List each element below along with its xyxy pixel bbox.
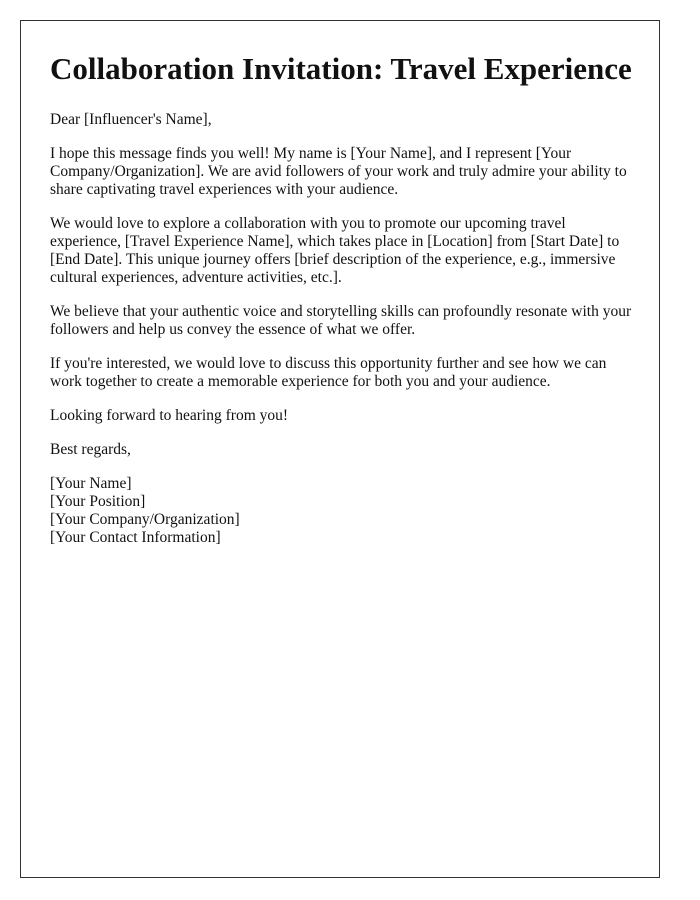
letter-closing: Best regards, xyxy=(50,441,131,458)
signature-block xyxy=(50,475,640,547)
signature-contact: [Your Contact Information] xyxy=(50,529,221,546)
letter-page xyxy=(20,20,660,878)
letter-paragraph-next-steps: If you're interested, we would love to discuss this opportunity further and see how we can work together to create a memorable experience for both you and your audience. xyxy=(50,355,607,390)
signature-company: [Your Company/Organization] xyxy=(50,511,240,528)
letter-greeting: Dear [Influencer's Name], xyxy=(50,111,212,128)
letter-title: Collaboration Invitation: Travel Experience xyxy=(50,51,632,86)
letter-paragraph-intro: I hope this message finds you well! My name is [Your Name], and I represent [Your Company/Organization]. We are avid followers of your work and truly admire your ability to share captivating travel experiences with your audience. xyxy=(50,145,627,198)
letter-content xyxy=(50,51,640,547)
letter-paragraph-rationale: We believe that your authentic voice and storytelling skills can profoundly resonate with your followers and help us convey the essence of what we offer. xyxy=(50,303,632,338)
signature-name: [Your Name] xyxy=(50,475,132,492)
signature-position: [Your Position] xyxy=(50,493,146,510)
letter-paragraph-sign-off: Looking forward to hearing from you! xyxy=(50,407,289,424)
letter-paragraph-proposal: We would love to explore a collaboration with you to promote our upcoming travel experience, [Travel Experience Name], which takes place in [Location] from [Start Date] to [End Date]. This unique journey offers [brief description of the experience, e.g., immersive cultural experiences, adventure activities, etc.]. xyxy=(50,215,620,286)
